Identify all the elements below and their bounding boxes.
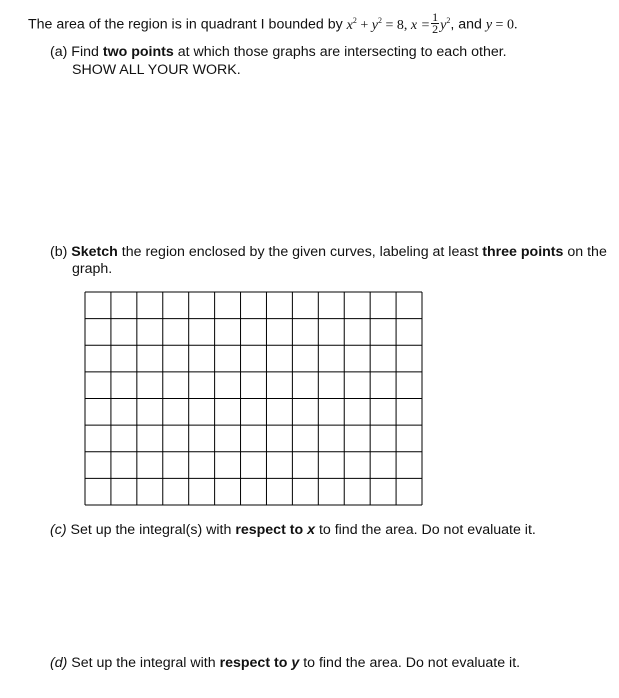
problem-intro: The area of the region is in quadrant I bounded by: [28, 16, 343, 33]
part-b-continuation: graph.: [72, 261, 113, 277]
problem-statement: [28, 10, 518, 37]
equation-parabola: x = $\frac{1}{2}$ $y^2$: [410, 10, 451, 36]
graph-grid-svg: [84, 291, 423, 506]
part-d-question: (d) Set up the integral with respect to y to find the area. Do not evaluate it.: [50, 655, 521, 671]
separator-and: , and: [450, 16, 482, 33]
equation-circle: $x^2 + y^2 = 8$,: [346, 15, 408, 33]
graph-grid: [84, 291, 423, 510]
part-b-question: (b) Sketch the region enclosed by the given curves, labeling at least three points on the: [50, 244, 607, 260]
part-c-question: (c) Set up the integral(s) with respect to x to find the area. Do not evaluate it.: [50, 522, 536, 538]
part-a-instruction: SHOW ALL YOUR WORK.: [72, 62, 241, 78]
fraction-one-half: $\frac{1}{2}$: [432, 10, 439, 36]
equation-x-axis: y = 0.: [485, 17, 518, 33]
part-a-question: (a) Find two points at which those graphs are intersecting to each other.: [50, 44, 507, 60]
